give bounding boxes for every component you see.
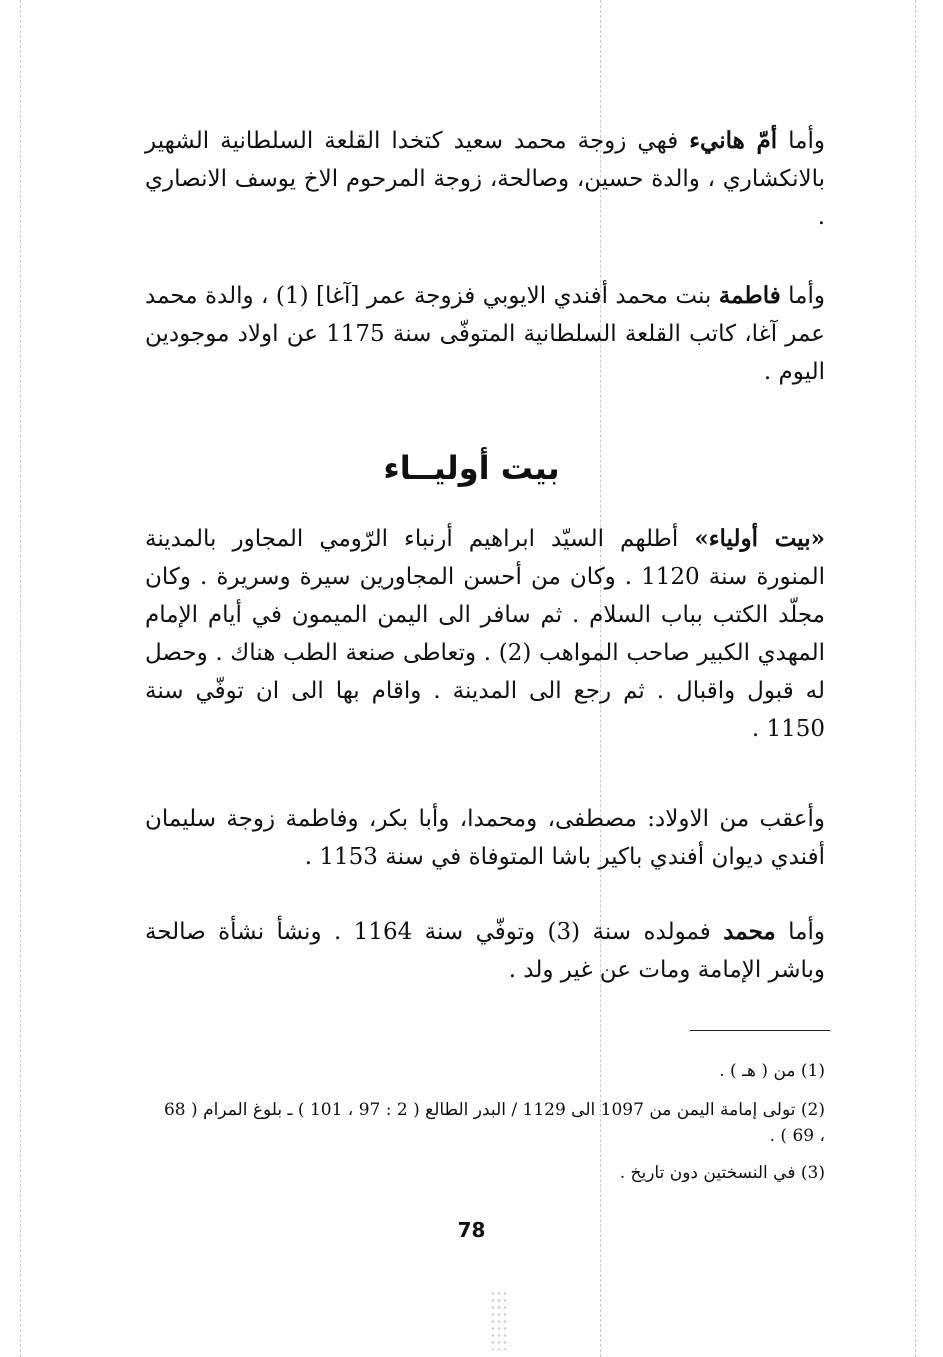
paragraph-bayt-awliya — [145, 520, 825, 748]
footnote-3: (3) في النسختين دون تاريخ . — [619, 1163, 825, 1183]
paragraph-body: وأعقب من الاولاد: مصطفى، ومحمدا، وأبا بكر، وفاطمة زوجة سليمان أفندي ديوان أفندي باكير باشا المتوفاة في سنة 1153 . — [145, 806, 825, 870]
scan-artifact — [490, 1290, 510, 1350]
paragraph-fatima — [145, 277, 825, 391]
footnote-1: (1) من ( هـ ) . — [719, 1061, 825, 1081]
page-number: 78 — [457, 1218, 486, 1242]
paragraph-body: أطلهم السيّد ابراهيم أرنباء الرّومي المجاور بالمدينة المنورة سنة 1120 . وكان من أحسن المجاورين سيرة وسريرة . وكان مجلّد الكتب بباب السلام . ثم سافر الى اليمن الميمون في أيام الإمام المهدي الكبير صاحب المواهب (2) . وتعاطى صنعة الطب هناك . وحصل له قبول واقبال . ثم رجع الى المدينة . واقام بها الى ان توفّي سنة 1150 . — [145, 526, 825, 742]
section-heading: بيت أوليــاء — [383, 449, 560, 487]
scan-edge-right — [915, 0, 916, 1357]
paragraph-lead: وأما — [775, 919, 825, 945]
person-name: فاطمة — [718, 282, 781, 309]
footnote-2: (2) تولى إمامة اليمن من 1097 الى 1129 / البدر الطالع ( 2 : 97 ، 101 ) ـ بلوغ المرام ( 68 ، 69 ) . — [163, 1100, 825, 1146]
paragraph-body: فهي زوجة محمد سعيد كتخدا القلعة السلطانية الشهير بالانكشاري ، والدة حسين، وصالحة، زوجة المرحوم الاخ يوسف الانصاري . — [145, 128, 825, 230]
paragraph-descendants — [145, 800, 825, 876]
person-name: محمد — [723, 918, 776, 945]
paragraph-muhammad — [145, 913, 825, 989]
paragraph-body: بنت محمد أفندي الايوبي فزوجة عمر [آغا] (1) ، والدة محمد عمر آغا، كاتب القلعة السلطانية المتوفّى سنة 1175 عن اولاد موجودين اليوم . — [145, 283, 825, 385]
paragraph-lead: وأما — [777, 128, 825, 154]
footnote-separator — [690, 1030, 830, 1031]
paragraph-umm-hani — [145, 122, 825, 236]
scan-edge-left — [20, 0, 21, 1357]
family-name: «بيت أولياء» — [694, 525, 826, 552]
paragraph-lead: وأما — [780, 283, 825, 309]
person-name: أمّ هانيء — [689, 127, 778, 154]
paragraph-body: فمولده سنة (3) وتوفّي سنة 1164 . ونشأ نشأة صالحة وباشر الإمامة ومات عن غير ولد . — [145, 919, 825, 983]
